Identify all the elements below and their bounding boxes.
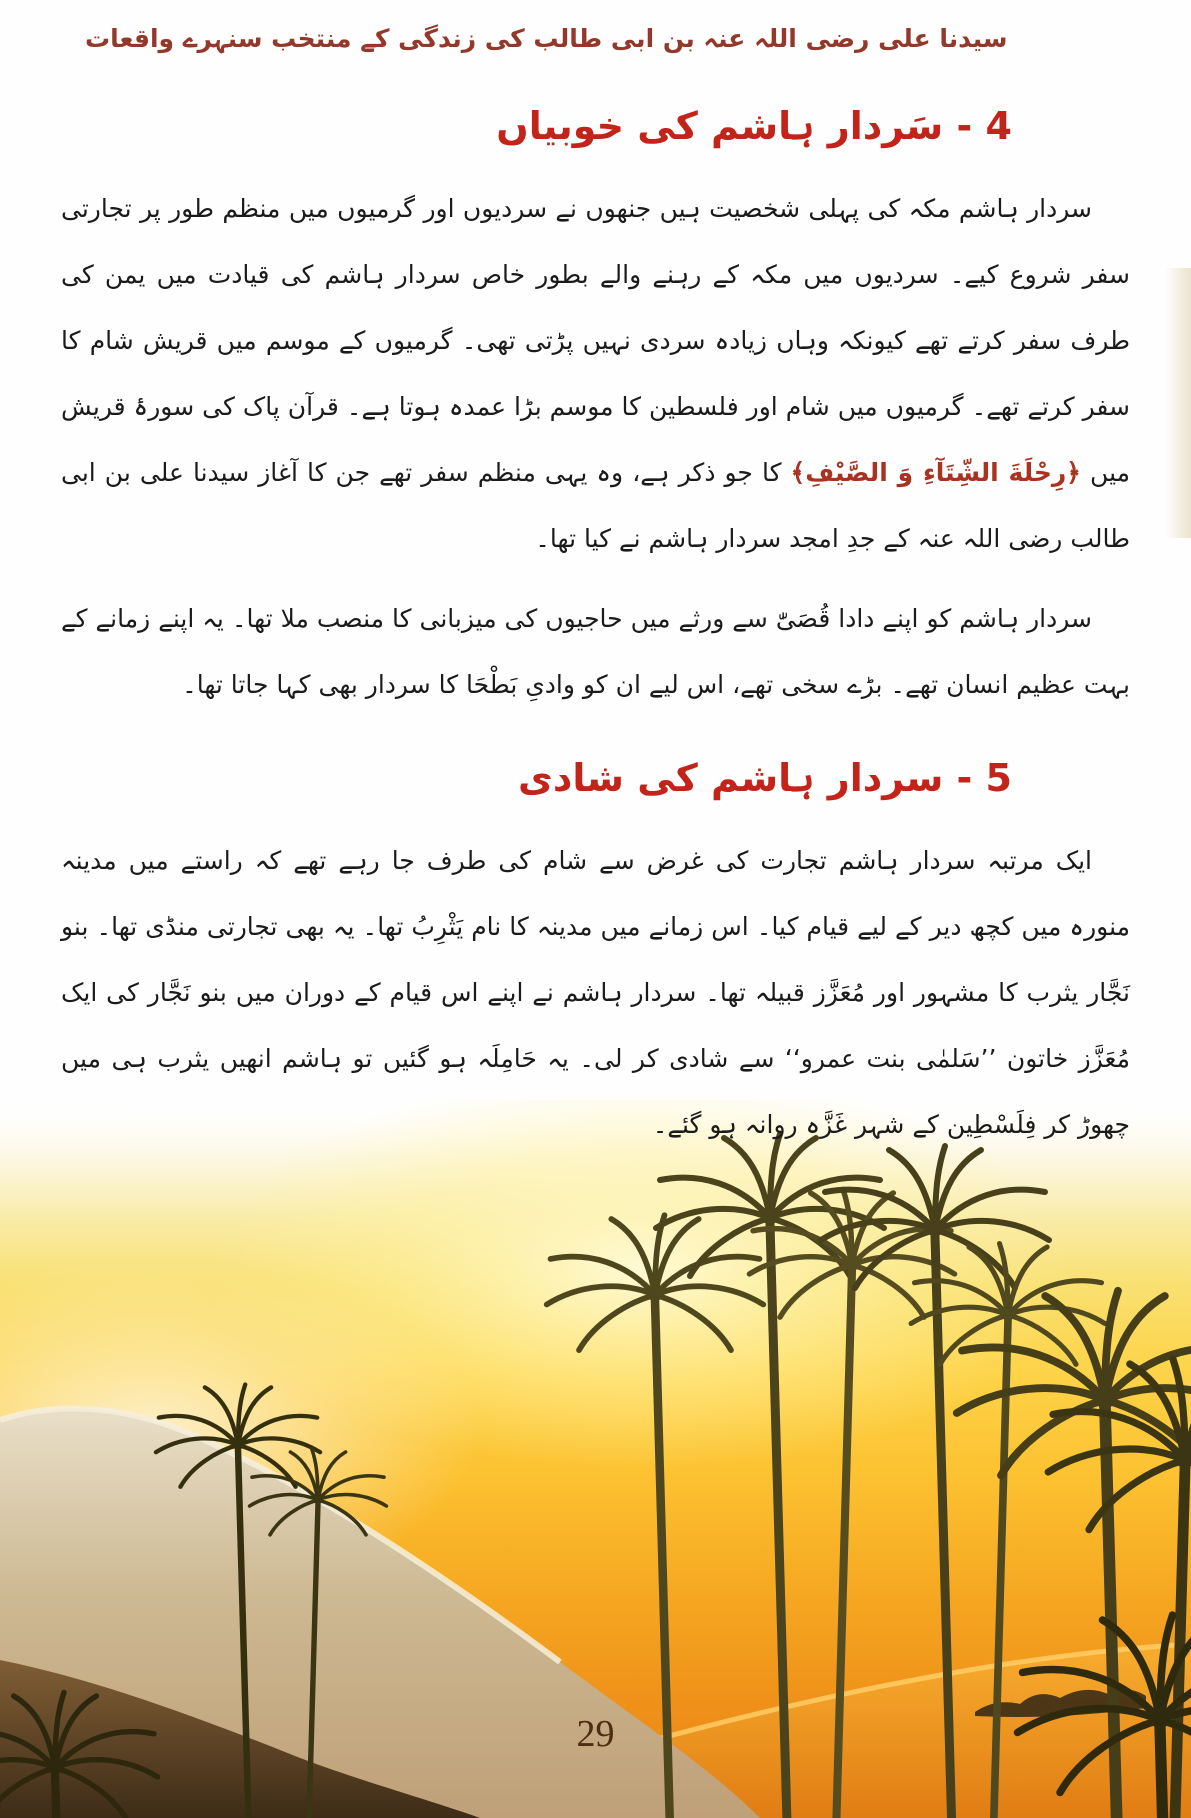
paragraph-hashim-marriage: ایک مرتبہ سردار ہاشم تجارت کی غرض سے شام کی طرف جا رہے تھے کہ راستے میں مدینہ منورہ میں کچھ دیر کے لیے قیام کیا۔ اس زمانے میں مدینہ کا نام یَثْرِبُ تھا۔ یہ بھی تجارتی منڈی تھا۔ بنو نَجَّار یثرب کا مشہور اور مُعَزَّز قبیلہ تھا۔ سردار ہاشم نے اپنے اس قیام کے دوران میں بنو نَجَّار کی ایک مُعَزَّز خاتون ’’سَلمٰی بنت عمرو‘‘ سے شادی کر لی۔ یہ حَامِلَہ ہو گئیں تو ہاشم انھیں یثرب ہی میں چھوڑ کر فِلَسْطِین کے شہر غَزَّہ روانہ ہو گئے۔ (61, 846, 1130, 1139)
paragraph-text-after-quote: کا جو ذکر ہے، وہ یہی منظم سفر تھے جن کا آغاز سیدنا علی بن ابی طالب رضی اللہ عنہ کے جدِ امجد سردار ہاشم نے کیا تھا۔ (61, 458, 1130, 553)
paragraph-hashim-hospitality: سردار ہاشم کو اپنے دادا قُصَیّٰ سے ورثے میں حاجیوں کی میزبانی کا منصب ملا تھا۔ یہ اپنے زمانے کے بہت عظیم انسان تھے۔ بڑے سخی تھے، اس لیے ان کو وادیِ بَطْحَا کا سردار بھی کہا جاتا تھا۔ (61, 604, 1130, 699)
quran-quote-rihlata: ﴿رِحْلَةَ الشِّتَآءِ وَ الصَّيْفِ﴾ (790, 458, 1081, 487)
paragraph-text-before-quote: سردار ہاشم مکہ کی پہلی شخصیت ہیں جنھوں نے سردیوں اور گرمیوں میں منظم طور پر تجارتی سفر شروع کیے۔ سردیوں میں مکہ کے رہنے والے بطور خاص سردار ہاشم کی قیادت میں یمن کی طرف سفر کرتے تھے کیونکہ وہاں زیادہ سردی نہیں پڑتی تھی۔ گرمیوں کے موسم میں قریش شام کا سفر کرتے تھے۔ گرمیوں میں شام اور فلسطین کا موسم بڑا عمدہ ہوتا ہے۔ قرآن پاک کی سورۂ قریش میں (61, 194, 1130, 487)
scan-edge-artifact (1165, 268, 1191, 538)
running-header: سیدنا علی رضی اللہ عنہ بن ابی طالب کی زندگی کے منتخب سنہرے واقعات (85, 24, 1008, 53)
desert-palm-photo (0, 1100, 1191, 1818)
page-text-block (61, 90, 1130, 1170)
section-heading-4: 4 - سَردار ہاشم کی خوبیاں (496, 104, 1012, 148)
paragraph-hashim-trade (61, 176, 1130, 572)
section-heading-5: 5 - سردار ہاشم کی شادی (518, 756, 1012, 800)
page-number: 29 (576, 1713, 615, 1755)
